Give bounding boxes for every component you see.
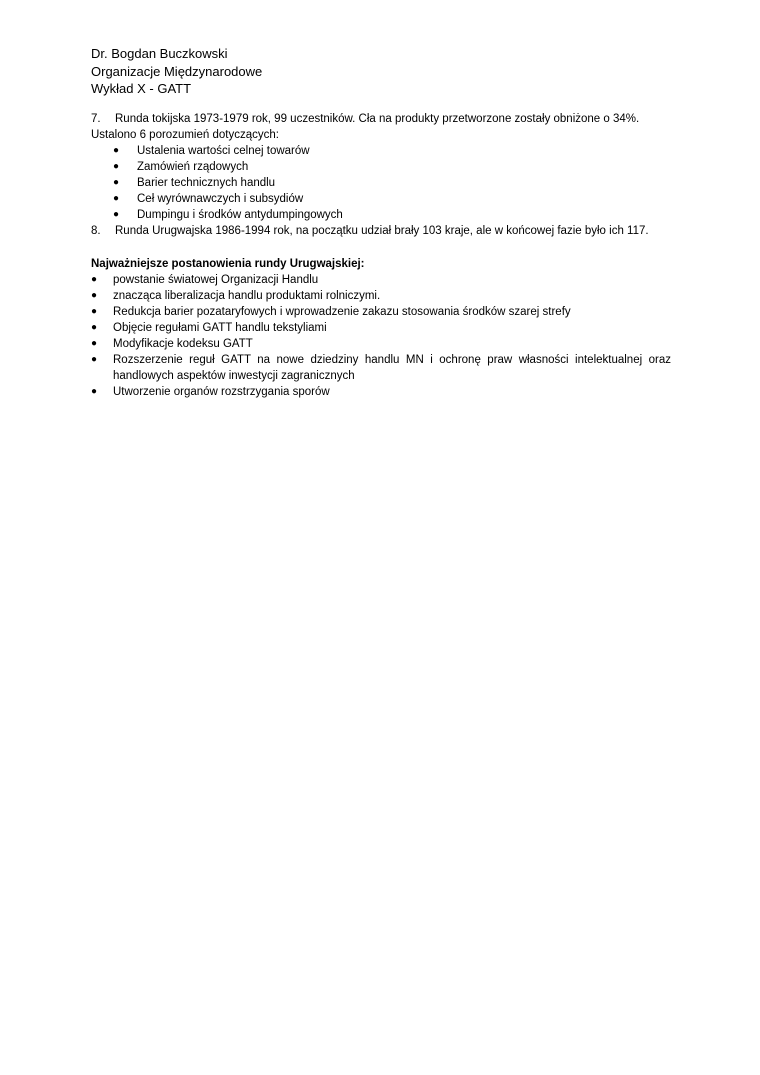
bullet-icon: ●: [91, 273, 98, 285]
bullet-icon: ●: [91, 353, 98, 365]
agreement-text: Zamówień rządowych: [137, 160, 249, 173]
provision-text: powstanie światowej Organizacji Handlu: [113, 273, 319, 286]
agreements-list-item: [113, 159, 671, 175]
document-content: [91, 45, 671, 400]
author-name: Dr. Bogdan Buczkowski: [91, 46, 228, 61]
provisions-list-item: [91, 384, 671, 400]
provisions-list-item: [91, 288, 671, 304]
bullet-icon: ●: [113, 192, 120, 204]
round-7-number: 7.: [91, 112, 101, 125]
round-7-item: [91, 111, 671, 127]
agreements-list: [91, 143, 671, 223]
provision-text: Objęcie regułami GATT handlu tekstyliami: [113, 321, 327, 334]
provision-text: znacząca liberalizacja handlu produktami rolniczymi.: [113, 289, 381, 302]
round-8-item: [91, 223, 671, 239]
round-8-text: Runda Urugwajska 1986-1994 rok, na początku udział brały 103 kraje, ale w końcowej fazie było ich 117.: [115, 224, 649, 237]
provisions-list-item: [91, 336, 671, 352]
provision-text: Modyfikacje kodeksu GATT: [113, 337, 253, 350]
provision-text: Rozszerzenie reguł GATT na nowe dziedziny handlu MN i ochronę praw własności intelektualnej oraz handlowych aspektów inwestycji zagranicznych: [113, 353, 671, 382]
agreements-list-item: [113, 207, 671, 223]
agreement-text: Barier technicznych handlu: [137, 176, 276, 189]
bullet-icon: ●: [113, 176, 120, 188]
bullet-icon: ●: [113, 160, 120, 172]
round-8-number: 8.: [91, 224, 101, 237]
agreement-text: Ustalenia wartości celnej towarów: [137, 144, 310, 157]
provisions-list-item: [91, 320, 671, 336]
bullet-icon: ●: [91, 337, 98, 349]
round-7-text: Runda tokijska 1973-1979 rok, 99 uczestników. Cła na produkty przetworzone zostały obniżone o 34%.: [115, 112, 640, 125]
agreements-intro: Ustalono 6 porozumień dotyczących:: [91, 128, 279, 141]
agreements-list-item: [113, 175, 671, 191]
agreements-list-item: [113, 143, 671, 159]
bullet-icon: ●: [91, 321, 98, 333]
bullet-icon: ●: [91, 289, 98, 301]
provisions-list-item: [91, 272, 671, 288]
provision-text: Redukcja barier pozataryfowych i wprowadzenie zakazu stosowania środków szarej strefy: [113, 305, 571, 318]
provisions-list-item: [91, 352, 671, 384]
agreements-list-item: [113, 191, 671, 207]
lecture-title: Wykład X - GATT: [91, 81, 192, 96]
bullet-icon: ●: [91, 385, 98, 397]
provision-text: Utworzenie organów rozstrzygania sporów: [113, 385, 330, 398]
agreement-text: Ceł wyrównawczych i subsydiów: [137, 192, 304, 205]
provisions-list: [91, 272, 671, 400]
bullet-icon: ●: [113, 208, 120, 220]
provisions-list-item: [91, 304, 671, 320]
bullet-icon: ●: [113, 144, 120, 156]
bullet-icon: ●: [91, 305, 98, 317]
agreement-text: Dumpingu i środków antydumpingowych: [137, 208, 343, 221]
provisions-heading: Najważniejsze postanowienia rundy Urugwajskiej:: [91, 257, 365, 270]
course-title: Organizacje Międzynarodowe: [91, 63, 263, 79]
